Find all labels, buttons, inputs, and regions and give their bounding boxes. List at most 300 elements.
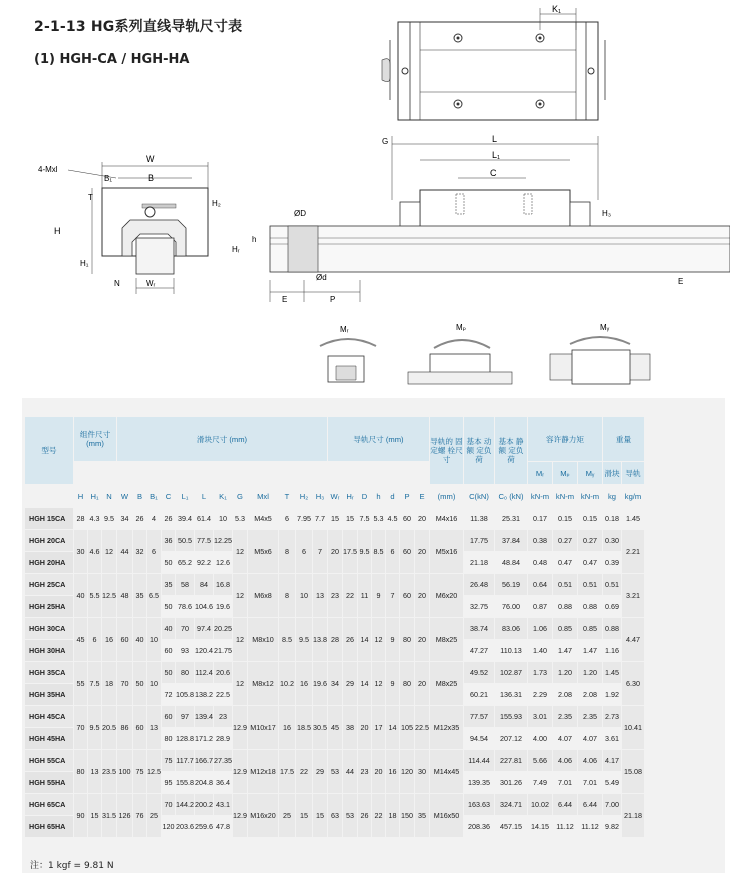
table-row — [25, 508, 644, 529]
cell-h: 17 — [372, 706, 385, 749]
hr-label: Hᵣ — [232, 245, 240, 254]
cell-k1: 12.6 — [214, 552, 232, 573]
cell-h3: 29 — [313, 750, 327, 793]
cell-e: 20 — [415, 574, 429, 617]
model-cell: HGH 15CA — [25, 508, 73, 529]
cell-cd: 139.35 — [464, 772, 494, 793]
cell-p: 80 — [400, 618, 414, 661]
cell-my: 0.51 — [578, 574, 602, 595]
cell-e: 20 — [415, 508, 429, 529]
c-label: C — [490, 168, 497, 178]
cell-mp: 0.88 — [553, 596, 577, 617]
subheader-cell: Hᵣ — [343, 485, 357, 507]
subheader-cell: H₂ — [296, 485, 312, 507]
h1-label: H₁ — [80, 259, 89, 268]
cell-mr: 7.49 — [528, 772, 552, 793]
cell-my: 1.47 — [578, 640, 602, 661]
mxl-label: 4-Mxl — [38, 165, 58, 174]
cell-mp: 2.35 — [553, 706, 577, 727]
cell-l1: 93 — [176, 640, 194, 661]
cell-p: 60 — [400, 508, 414, 529]
subheader-model — [25, 485, 73, 507]
subheader-cell: L — [195, 485, 213, 507]
cell-k1: 47.8 — [214, 816, 232, 837]
cell-wr: 45 — [328, 706, 342, 749]
cell-bolt: M16x50 — [430, 794, 463, 837]
header-block-weight: 滑块 — [603, 462, 621, 484]
cell-cd: 26.48 — [464, 574, 494, 595]
subheader-cell: kN-m — [553, 485, 577, 507]
subheader-cell: E — [415, 485, 429, 507]
cell-mp: 1.20 — [553, 662, 577, 683]
cell-n: 20.5 — [102, 706, 116, 749]
cell-h3: 13.8 — [313, 618, 327, 661]
cell-p: 60 — [400, 574, 414, 617]
cell-c0: 324.71 — [495, 794, 527, 815]
subheader-cell: d — [386, 485, 399, 507]
model-cell: HGH 25HA — [25, 596, 73, 617]
cell-b1: 25 — [147, 794, 161, 837]
cell-wb: 1.92 — [603, 684, 621, 705]
header-moment: 容许静力矩 — [528, 417, 602, 461]
cell-w: 44 — [117, 530, 132, 573]
cell-mr: 0.48 — [528, 552, 552, 573]
cell-h1: 9.5 — [88, 706, 101, 749]
cell-e: 20 — [415, 662, 429, 705]
subheader-cell: N — [102, 485, 116, 507]
table-row — [25, 618, 644, 639]
cell-c0: 102.87 — [495, 662, 527, 683]
cell-hr: 29 — [343, 662, 357, 705]
h-small-label: h — [252, 235, 257, 244]
model-cell: HGH 35HA — [25, 684, 73, 705]
cell-l1: 203.6 — [176, 816, 194, 837]
unit-note: 注：1 kgf = 9.81 N — [30, 861, 114, 871]
cell-g: 12 — [233, 662, 247, 705]
cell-mp: 0.27 — [553, 530, 577, 551]
cell-l: 139.4 — [195, 706, 213, 727]
cell-e: 30 — [415, 750, 429, 793]
table-row — [25, 750, 644, 771]
cell-mp: 6.44 — [553, 794, 577, 815]
cell-h1: 4.3 — [88, 508, 101, 529]
cell-cd: 47.27 — [464, 640, 494, 661]
cell-d: 7 — [386, 574, 399, 617]
cell-mr: 1.40 — [528, 640, 552, 661]
cell-k1: 16.8 — [214, 574, 232, 595]
cell-hr: 22 — [343, 574, 357, 617]
cell-h: 20 — [372, 750, 385, 793]
cell-mxl: M6x8 — [248, 574, 278, 617]
cell-c0: 37.84 — [495, 530, 527, 551]
cell-b: 60 — [133, 706, 146, 749]
cell-c: 60 — [162, 706, 175, 727]
cell-c0: 110.13 — [495, 640, 527, 661]
header-model: 型号 — [25, 417, 73, 484]
cell-l: 77.5 — [195, 530, 213, 551]
cell-wb: 0.88 — [603, 618, 621, 639]
cell-mp: 4.07 — [553, 728, 577, 749]
cell-h1: 6 — [88, 618, 101, 661]
model-cell: HGH 65CA — [25, 794, 73, 815]
cell-k1: 19.6 — [214, 596, 232, 617]
cell-h: 55 — [74, 662, 87, 705]
cell-mr: 0.17 — [528, 508, 552, 529]
cell-mr: 10.02 — [528, 794, 552, 815]
cell-wr: 3.21 — [622, 574, 644, 617]
cell-h3: 15 — [313, 794, 327, 837]
cell-k1: 22.5 — [214, 684, 232, 705]
n-label: N — [114, 279, 120, 288]
cell-l: 166.7 — [195, 750, 213, 771]
b1-label: B₁ — [104, 174, 113, 183]
model-cell: HGH 55CA — [25, 750, 73, 771]
cell-k1: 27.35 — [214, 750, 232, 771]
cell-mp: 0.51 — [553, 574, 577, 595]
cell-p: 60 — [400, 530, 414, 573]
cell-cd: 49.52 — [464, 662, 494, 683]
e-right-label: E — [678, 277, 684, 286]
p-label: P — [330, 295, 336, 304]
cell-n: 23.5 — [102, 750, 116, 793]
cell-t: 10.2 — [279, 662, 295, 705]
cell-d: 4.5 — [386, 508, 399, 529]
subheader-cell: W — [117, 485, 132, 507]
cell-h: 30 — [74, 530, 87, 573]
cell-mxl: M8x12 — [248, 662, 278, 705]
cell-h1: 7.5 — [88, 662, 101, 705]
cell-l1: 80 — [176, 662, 194, 683]
cell-my: 4.06 — [578, 750, 602, 771]
k1-label: K₁ — [552, 4, 562, 14]
cell-cd: 17.75 — [464, 530, 494, 551]
cell-k1: 28.9 — [214, 728, 232, 749]
cell-bolt: M6x20 — [430, 574, 463, 617]
cell-cd: 114.44 — [464, 750, 494, 771]
spec-table-panel — [22, 398, 725, 873]
mr-label: Mᵣ — [340, 325, 349, 334]
cell-wr: 1.45 — [622, 508, 644, 529]
cell-d: 20 — [358, 706, 371, 749]
cell-l: 138.2 — [195, 684, 213, 705]
subheader-cell: L₁ — [176, 485, 194, 507]
cell-wb: 9.82 — [603, 816, 621, 837]
cell-wb: 0.69 — [603, 596, 621, 617]
cell-t: 8 — [279, 574, 295, 617]
cell-wr: 21.18 — [622, 794, 644, 837]
cell-l: 204.8 — [195, 772, 213, 793]
cell-g: 12.9 — [233, 706, 247, 749]
cell-h1: 5.5 — [88, 574, 101, 617]
cell-b1: 4 — [147, 508, 161, 529]
cell-cd: 32.75 — [464, 596, 494, 617]
cell-c: 72 — [162, 684, 175, 705]
cell-b1: 10 — [147, 662, 161, 705]
cell-h2: 7.95 — [296, 508, 312, 529]
cell-b1: 10 — [147, 618, 161, 661]
table-row — [25, 574, 644, 595]
cell-c: 95 — [162, 772, 175, 793]
cell-h2: 22 — [296, 750, 312, 793]
cell-cd: 60.21 — [464, 684, 494, 705]
h-label: H — [54, 226, 61, 236]
cell-d: 14 — [386, 706, 399, 749]
cell-c0: 136.31 — [495, 684, 527, 705]
cell-h: 12 — [372, 618, 385, 661]
cell-h: 45 — [74, 618, 87, 661]
cell-l1: 105.8 — [176, 684, 194, 705]
cell-k1: 20.6 — [214, 662, 232, 683]
cell-wr: 28 — [328, 618, 342, 661]
cell-bolt: M14x45 — [430, 750, 463, 793]
header-dyn: 基本 动额 定负荷 — [464, 417, 494, 484]
cell-t: 16 — [279, 706, 295, 749]
header-rail-weight: 导轨 — [622, 462, 644, 484]
model-cell: HGH 30CA — [25, 618, 73, 639]
subheader-cell: C₀ (kN) — [495, 485, 527, 507]
header-rail: 导轨尺寸 (mm) — [328, 417, 429, 461]
h2-label: H₂ — [212, 199, 221, 208]
cell-c: 50 — [162, 552, 175, 573]
cell-t: 17.5 — [279, 750, 295, 793]
subheader-cell: kN-m — [528, 485, 552, 507]
header-block: 滑块尺寸 (mm) — [117, 417, 327, 461]
cell-mxl: M10x17 — [248, 706, 278, 749]
moment-diagrams — [300, 318, 660, 394]
cell-h3: 7.7 — [313, 508, 327, 529]
cell-l: 84 — [195, 574, 213, 595]
cell-k1: 20.25 — [214, 618, 232, 639]
cell-e: 20 — [415, 530, 429, 573]
cell-c0: 56.19 — [495, 574, 527, 595]
cell-bolt: M12x35 — [430, 706, 463, 749]
cell-wr: 23 — [328, 574, 342, 617]
cell-my: 0.27 — [578, 530, 602, 551]
cell-l: 92.2 — [195, 552, 213, 573]
cell-hr: 44 — [343, 750, 357, 793]
cell-c: 60 — [162, 640, 175, 661]
cell-cd: 11.38 — [464, 508, 494, 529]
cell-l1: 50.5 — [176, 530, 194, 551]
cell-h: 90 — [74, 794, 87, 837]
cell-c: 120 — [162, 816, 175, 837]
cell-cd: 21.18 — [464, 552, 494, 573]
cell-bolt: M4x16 — [430, 508, 463, 529]
page-title: 2-1-13 HG系列直线导轨尺寸表 — [34, 19, 243, 35]
cell-mr: 3.01 — [528, 706, 552, 727]
cell-g: 5.3 — [233, 508, 247, 529]
cell-c: 50 — [162, 596, 175, 617]
cell-d: 11 — [358, 574, 371, 617]
table-body — [25, 508, 644, 837]
cell-c0: 457.15 — [495, 816, 527, 837]
cell-l1: 128.8 — [176, 728, 194, 749]
cell-wb: 1.16 — [603, 640, 621, 661]
cell-w: 126 — [117, 794, 132, 837]
table-row — [25, 794, 644, 815]
cell-l1: 78.6 — [176, 596, 194, 617]
cell-l: 120.4 — [195, 640, 213, 661]
model-cell: HGH 25CA — [25, 574, 73, 595]
cell-wr: 6.30 — [622, 662, 644, 705]
cell-wb: 0.51 — [603, 574, 621, 595]
table-row — [25, 530, 644, 551]
model-cell: HGH 20CA — [25, 530, 73, 551]
e-left-label: E — [282, 295, 288, 304]
cell-mxl: M8x10 — [248, 618, 278, 661]
cell-l: 112.4 — [195, 662, 213, 683]
cell-l: 171.2 — [195, 728, 213, 749]
model-cell: HGH 35CA — [25, 662, 73, 683]
cell-wb: 2.73 — [603, 706, 621, 727]
cell-c: 75 — [162, 750, 175, 771]
model-cell: HGH 65HA — [25, 816, 73, 837]
cell-wr: 53 — [328, 750, 342, 793]
cell-mr: 2.29 — [528, 684, 552, 705]
cell-d: 23 — [358, 750, 371, 793]
cell-d: 16 — [386, 750, 399, 793]
cell-l1: 70 — [176, 618, 194, 639]
b-label: B — [148, 173, 155, 183]
cell-w: 70 — [117, 662, 132, 705]
cell-g: 12 — [233, 574, 247, 617]
cell-c: 80 — [162, 728, 175, 749]
cell-e: 22.5 — [415, 706, 429, 749]
cell-mr: 0.64 — [528, 574, 552, 595]
cell-h: 12 — [372, 662, 385, 705]
cell-h3: 30.5 — [313, 706, 327, 749]
cell-l1: 58 — [176, 574, 194, 595]
subheader-cell: kg — [603, 485, 621, 507]
cell-d: 9 — [386, 662, 399, 705]
cell-cd: 163.63 — [464, 794, 494, 815]
subheader-cell: kN-m — [578, 485, 602, 507]
cell-mr: 4.00 — [528, 728, 552, 749]
cell-mxl: M4x5 — [248, 508, 278, 529]
cell-wr: 63 — [328, 794, 342, 837]
cell-w: 60 — [117, 618, 132, 661]
cell-mr: 0.38 — [528, 530, 552, 551]
cell-p: 120 — [400, 750, 414, 793]
cell-t: 6 — [279, 508, 295, 529]
wr-label: Wᵣ — [146, 279, 156, 288]
cell-mxl: M12x18 — [248, 750, 278, 793]
cell-b: 50 — [133, 662, 146, 705]
cell-w: 34 — [117, 508, 132, 529]
cell-hr: 17.5 — [343, 530, 357, 573]
cell-l1: 65.2 — [176, 552, 194, 573]
model-cell: HGH 45CA — [25, 706, 73, 727]
cell-t: 8 — [279, 530, 295, 573]
cell-mp: 0.47 — [553, 552, 577, 573]
cell-h2: 18.5 — [296, 706, 312, 749]
cell-cd: 77.57 — [464, 706, 494, 727]
cell-mp: 2.08 — [553, 684, 577, 705]
cell-wb: 1.45 — [603, 662, 621, 683]
cell-g: 12.9 — [233, 794, 247, 837]
cell-h: 28 — [74, 508, 87, 529]
cell-wb: 0.39 — [603, 552, 621, 573]
spec-table — [24, 416, 645, 838]
l1-label: L₁ — [492, 150, 501, 160]
subheader-cell: Mxl — [248, 485, 278, 507]
cell-g: 12.9 — [233, 750, 247, 793]
cell-w: 48 — [117, 574, 132, 617]
cell-wr: 10.41 — [622, 706, 644, 749]
cell-hr: 15 — [343, 508, 357, 529]
cell-w: 100 — [117, 750, 132, 793]
subheader-cell: P — [400, 485, 414, 507]
header-mp: Mₚ — [553, 462, 577, 484]
cell-l1: 117.7 — [176, 750, 194, 771]
cell-w: 86 — [117, 706, 132, 749]
top-view-diagram — [380, 0, 620, 125]
cell-b: 32 — [133, 530, 146, 573]
header-assembly: 组件尺寸 (mm) — [74, 417, 116, 461]
cell-mr: 5.66 — [528, 750, 552, 771]
cell-h: 5.3 — [372, 508, 385, 529]
cell-mp: 4.06 — [553, 750, 577, 771]
cell-l1: 144.2 — [176, 794, 194, 815]
cell-d: 9 — [386, 618, 399, 661]
cell-d: 14 — [358, 618, 371, 661]
cell-b1: 6 — [147, 530, 161, 573]
model-cell: HGH 20HA — [25, 552, 73, 573]
cell-t: 8.5 — [279, 618, 295, 661]
cell-k1: 36.4 — [214, 772, 232, 793]
cell-b1: 12.5 — [147, 750, 161, 793]
cell-mr: 1.06 — [528, 618, 552, 639]
cell-h3: 7 — [313, 530, 327, 573]
subheader-cell: C — [162, 485, 175, 507]
cell-h: 40 — [74, 574, 87, 617]
table-row — [25, 706, 644, 727]
cell-my: 4.07 — [578, 728, 602, 749]
subheader-cell: H₁ — [88, 485, 101, 507]
cell-c0: 155.93 — [495, 706, 527, 727]
cell-c: 26 — [162, 508, 175, 529]
cell-p: 150 — [400, 794, 414, 837]
cell-n: 31.5 — [102, 794, 116, 837]
cell-g: 12 — [233, 618, 247, 661]
cell-l1: 39.4 — [176, 508, 194, 529]
cell-b: 40 — [133, 618, 146, 661]
cell-mp: 0.15 — [553, 508, 577, 529]
cell-b: 76 — [133, 794, 146, 837]
cell-e: 35 — [415, 794, 429, 837]
cell-hr: 53 — [343, 794, 357, 837]
cell-k1: 43.1 — [214, 794, 232, 815]
header-stat: 基本 静额 定负荷 — [495, 417, 527, 484]
cell-bolt: M8x25 — [430, 618, 463, 661]
cell-d: 9.5 — [358, 530, 371, 573]
my-label: Mᵧ — [600, 323, 610, 332]
cell-b: 26 — [133, 508, 146, 529]
front-view-diagram — [30, 148, 230, 298]
cell-l1: 97 — [176, 706, 194, 727]
cell-b1: 6.5 — [147, 574, 161, 617]
cell-wb: 0.18 — [603, 508, 621, 529]
cell-c0: 301.26 — [495, 772, 527, 793]
cell-my: 0.85 — [578, 618, 602, 639]
cell-b1: 13 — [147, 706, 161, 749]
cell-c0: 207.12 — [495, 728, 527, 749]
cell-c: 70 — [162, 794, 175, 815]
model-cell: HGH 30HA — [25, 640, 73, 661]
cell-my: 2.08 — [578, 684, 602, 705]
page-subtitle: (1) HGH-CA / HGH-HA — [34, 52, 190, 67]
cell-c: 40 — [162, 618, 175, 639]
